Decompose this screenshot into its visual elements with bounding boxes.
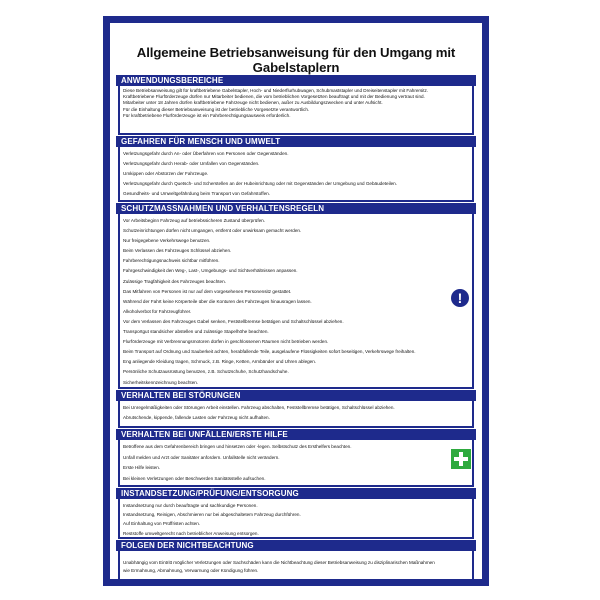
first-aid-cross-icon (451, 449, 471, 469)
instruction-sheet-frame (103, 16, 489, 586)
section-line: Instandsetzung, Reinigen, Abschmieren nur bei abgeschaltetem Fahrzeug durchführen. (123, 512, 301, 518)
section-line: Betroffene aus dem Gefahrenbereich bringen und hinsetzen oder -legen. Selbstschutz des Ersthelfers beachten. (123, 444, 352, 449)
section-line: Auf Einhaltung von Prüffristen achten. (123, 521, 201, 527)
section-line: Gesundheits- und Umweltgefährdung beim Transport von Gefahrstoffen. (123, 191, 270, 196)
section-line: Bei Unregelmäßigkeiten oder Störungen Arbeit einstellen. Fahrzeug abschalten, Feststellbremse betätigen, Schaltschlüssel abziehen. (123, 405, 395, 410)
section-heading-consequences: FOLGEN DER NICHTBEACHTUNG (116, 540, 476, 551)
section-heading-malfunctions: VERHALTEN BEI STÖRUNGEN (116, 390, 476, 401)
section-line: Abrutschende, kippende, fallende Lasten oder Fahrzeug nicht aufhalten. (123, 415, 270, 420)
section-line: Für kraftbetriebene Flurförderzeuge ist ein Fahrberechtigungsausweis erforderlich. (123, 112, 291, 118)
section-line: Vor Arbeitsbeginn Fahrzeug auf betriebssicheren Zustand überprüfen. (123, 218, 265, 223)
section-heading-scope: ANWENDUNGSBEREICHE (116, 75, 476, 86)
section-line: Sicherheitskennzeichnung beachten. (123, 379, 199, 385)
section-line: Reststoffe umweltgerecht nach betrieblicher Anweisung entsorgen. (123, 530, 259, 536)
section-line: Erste Hilfe leisten. (123, 465, 161, 470)
section-line: Bei kleinen Verletzungen oder Beschwerden Sanitätsstelle aufsuchen. (123, 475, 266, 481)
section-line: Nur freigegebene Verkehrswege benutzen. (123, 238, 211, 244)
section-line: Fahrberechtigungsnachweis sichtbar mitführen. (123, 258, 220, 264)
section-line: Verletzungsgefahr durch An- oder Überfahren von Personen oder Gegenständen. (123, 151, 289, 156)
section-line: Flurförderzeuge mit Verbrennungsmotoren dürfen in geschlossenen Räumen nicht betrieben werden. (123, 339, 329, 345)
section-line: Eng anliegende Kleidung tragen, Schmuck, z.B. Ringe, Ketten, Armbänder und Uhren ablegen. (123, 359, 317, 365)
section-line: Für die Einhaltung dieser Betriebsanweisung ist der betriebliche Vorgesetzte verantwortlich. (123, 106, 310, 112)
section-line: Mitarbeiter unter 18 Jahren dürfen kraftbetriebene Fahrzeuge nicht bedienen, außer zu Ausbildungszwecken und unter Aufsicht. (123, 100, 383, 106)
section-line: Persönliche Schutzausrüstung benutzen, z.B. Schutzschuhe, Schutzhandschuhe. (123, 369, 289, 375)
section-body-accidents-first-aid (118, 440, 474, 487)
section-line: Unabhängig vom Eintritt möglicher Verletzungen oder Sachschäden kann die Nichtbeachtung dieser Betriebsanweisung zu disziplinarischen Maßnahmen (123, 560, 435, 565)
section-line: Fahrgeschwindigkeit den Weg-, Last-, Umgebungs- und Sichtverhältnissen anpassen. (123, 268, 298, 274)
section-line: Zulässige Tragfähigkeit des Fahrzeuges beachten. (123, 278, 226, 284)
section-line: Schutzeinrichtungen dürfen nicht umgangen, entfernt oder unwirksam gemacht werden. (123, 228, 302, 234)
section-body-hazards (118, 147, 474, 202)
exclamation-mandatory-icon: ! (451, 289, 469, 307)
section-heading-hazards: GEFAHREN FÜR MENSCH UND UMWELT (116, 136, 476, 147)
section-line: Vor dem Verlassen des Fahrzeuges Gabel senken, Feststellbremse betätigen und Schaltschlüssel abziehen. (123, 318, 344, 324)
section-heading-protective-measures: SCHUTZMASSNAHMEN UND VERHALTENSREGELN (116, 203, 476, 214)
section-line: Während der Fahrt keine Körperteile über die Konturen des Fahrzeuges hinausragen lassen. (123, 298, 312, 304)
page-title: Allgemeine Betriebsanweisung für den Umgang mit Gabelstaplern (136, 45, 456, 75)
section-line: wie Ermahnung, Abmahnung, Verwarnung oder Kündigung führen. (123, 568, 259, 573)
section-body-consequences (118, 551, 474, 581)
section-line: Verletzungsgefahr durch Quetsch- und Scherstellen an der Hubeinrichtung oder mit Gegenständen der Umgebung und Gebäudeteilen. (123, 181, 398, 186)
section-line: Diese Betriebsanweisung gilt für kraftbetriebene Gabelstapler, Hoch- und Niederflurhubwagen, Schubmaststapler und Dreiseitenstapler mit Fahrersitz. (123, 88, 429, 93)
section-body-protective-measures (118, 214, 474, 389)
section-line: Umkippen oder Abstürzen der Fahrzeuge. (123, 171, 209, 176)
section-line: Unfall melden und Arzt oder Sanitäter anfordern. Unfallstelle nicht verändern. (123, 454, 280, 460)
section-line: Alkoholverbot für Fahrzeugführer. (123, 308, 192, 314)
section-line: Instandsetzung nur durch beauftragte und sachkundige Personen. (123, 503, 258, 508)
section-line: Verletzungsgefahr durch Herab- oder Umfallen von Gegenständen. (123, 161, 260, 166)
section-body-maintenance (118, 499, 474, 539)
section-line: Kraftbetriebene Flurförderzeuge dürfen nur Mitarbeiter bedienen, die vom betrieblichen Vorgesetzten beauftragt und mit der Bedienung vertraut sind. (123, 94, 425, 100)
section-body-malfunctions (118, 401, 474, 428)
section-heading-maintenance: INSTANDSETZUNG/PRÜFUNG/ENTSORGUNG (116, 488, 476, 499)
section-line: Das Mitfahren von Personen ist nur auf dem vorgesehenen Personensitz gestattet. (123, 288, 292, 294)
section-line: Beim Verlassen des Fahrzeuges Schlüssel abziehen. (123, 248, 232, 254)
section-line: Transportgut standsicher abstellen und zulässige Stapelhöhe beachten. (123, 329, 269, 335)
section-body-scope (118, 86, 474, 135)
section-heading-accidents-first-aid: VERHALTEN BEI UNFÄLLEN/ERSTE HILFE (116, 429, 476, 440)
section-line: Beim Transport auf Ordnung und Sauberkeit achten, herabfallende Teile, ausgelaufene Flüssigkeiten sofort beseitigen, Verkehrswege freihalten. (123, 349, 416, 355)
